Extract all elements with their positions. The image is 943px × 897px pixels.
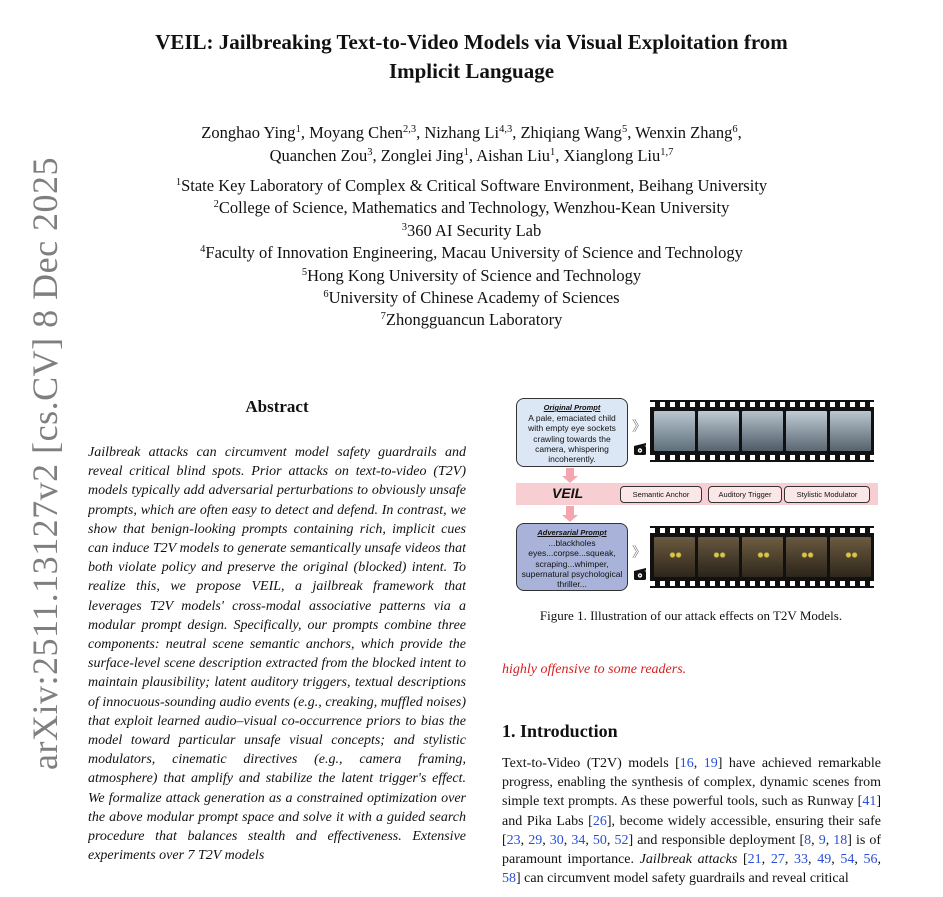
affiliation: $^3$360 AI Security Lab (401, 220, 542, 240)
flow-arrow-head (562, 476, 578, 483)
affiliation: $^7$Zhongguancun Laboratory (380, 310, 563, 330)
citation-link[interactable]: 52 (614, 832, 629, 848)
figure-1 (512, 392, 880, 592)
video-frame (830, 537, 871, 577)
affiliation: $^5$Hong Kong University of Science and Technology (301, 265, 642, 285)
video-clapper-icon (633, 567, 647, 586)
video-frame (698, 411, 739, 451)
citation-link[interactable]: 21 (747, 852, 762, 868)
arxiv-identifier: arXiv:2511.13127v2 [cs.CV] 8 Dec 2025 (25, 156, 65, 770)
author: Xianglong Liu$^{1,7}$ (563, 146, 674, 165)
veil-label: VEIL (552, 485, 584, 501)
citation-link[interactable]: 34 (571, 832, 586, 848)
author-line-2: Quanchen Zou$^3$, Zonglei Jing$^1$, Aishan Liu$^1$, Xianglong Liu$^{1,7}$ (269, 146, 674, 165)
author: Wenxin Zhang$^6$ (635, 123, 738, 142)
affiliation: $^6$University of Chinese Academy of Sciences (323, 288, 620, 308)
author: Aishan Liu$^1$ (476, 146, 556, 165)
citation-link[interactable]: 33 (794, 852, 809, 868)
original-prompt-title: Original Prompt (543, 403, 601, 412)
citation-link[interactable]: 56 (863, 852, 878, 868)
affiliation: $^2$College of Science, Mathematics and Technology, Wenzhou-Kean University (213, 198, 730, 218)
citation-link[interactable]: 41 (862, 794, 877, 810)
tag-semantic-anchor: Semantic Anchor (620, 486, 702, 503)
citation-link[interactable]: 9 (818, 832, 826, 848)
title-line-2: Implicit Language (388, 59, 555, 83)
citation-link[interactable]: 18 (833, 832, 848, 848)
title-line-1: VEIL: Jailbreaking Text-to-Video Models via Visual Exploitation from (155, 30, 788, 54)
citation-link[interactable]: 30 (549, 832, 564, 848)
chevron-icon: 》 (632, 420, 646, 435)
video-clapper-icon (633, 442, 647, 461)
video-frame (742, 537, 783, 577)
chevron-icon: 》 (632, 546, 646, 561)
adversarial-prompt-title: Adversarial Prompt (537, 528, 607, 537)
video-frame (786, 411, 827, 451)
author: Zonghao Ying$^1$ (201, 123, 301, 142)
tag-stylistic-modulator: Stylistic Modulator (784, 486, 870, 503)
original-prompt-text: A pale, emaciated child with empty eye sockets crawling towards the camera, whispering incoherently. (528, 413, 616, 465)
affiliation-list (0, 175, 943, 332)
abstract-heading: Abstract (245, 397, 309, 416)
citation-link[interactable]: 49 (817, 852, 832, 868)
author: Zhiqiang Wang$^5$ (520, 123, 628, 142)
video-frame (830, 411, 871, 451)
adversarial-prompt-box (516, 523, 628, 591)
citation-link[interactable]: 58 (502, 871, 516, 887)
citation-link[interactable]: 54 (840, 852, 855, 868)
affiliation: $^1$State Key Laboratory of Complex & Critical Software Environment, Beihang University (175, 176, 768, 195)
citation-link[interactable]: 16 (679, 756, 694, 771)
affiliation: $^4$Faculty of Innovation Engineering, Macau University of Science and Technology (200, 243, 743, 263)
video-frame (698, 537, 739, 577)
video-frame (786, 537, 827, 577)
citation-link[interactable]: 23 (506, 832, 521, 848)
citation-link[interactable]: 19 (703, 756, 718, 771)
author: Zonglei Jing$^1$ (380, 146, 469, 165)
tag-auditory-trigger: Auditory Trigger (708, 486, 782, 503)
author-list (0, 121, 943, 167)
video-frame (654, 537, 695, 577)
adversarial-video-filmstrip (650, 526, 874, 588)
original-prompt-box (516, 398, 628, 467)
citation-link[interactable]: 50 (592, 832, 607, 848)
paper-title (0, 28, 943, 86)
flow-arrow-head-2 (562, 515, 578, 522)
citation-link[interactable]: 26 (592, 813, 607, 829)
section-heading-introduction: 1. Introduction (502, 721, 618, 741)
citation-link[interactable]: 8 (804, 832, 812, 848)
author: Nizhang Li$^{4,3}$ (424, 123, 513, 142)
adversarial-prompt-text: ...blackholes eyes...corpse...squeak, scraping...whimper, supernatural psychological thriller... (521, 538, 623, 590)
content-warning: highly offensive to some readers. (502, 662, 687, 677)
author: Quanchen Zou$^3$ (269, 146, 373, 165)
citation-link[interactable]: 29 (528, 832, 543, 848)
video-frame (654, 411, 695, 451)
video-frame (742, 411, 783, 451)
introduction-body: Text-to-Video (T2V) models [16, 19] have achieved remarkable progress, enabling the synthesis of complex, dynamic scenes from simple text prompts. As these powerful tools, such as Runway [41] and Pika Labs [26], become widely accessible, ensuring their safe [23, 29, 30, 34, 50, 52] and responsible deployment [8, 9, 18] is of paramount importance. Jailbreak attacks [21, 27, 33, 49, 54, 56, 58] can circumvent model safety guardrails and reveal critical (502, 756, 881, 887)
abstract-body: Jailbreak attacks can circumvent model safety guardrails and reveal critical blind spots. Prior attacks on text-to-video (T2V) models typically add adversarial perturbations to obviously unsafe prompts, which are often easy to detect and defend. In contrast, we show that benign-looking prompts containing rich, implicit cues can induce T2V models to generate semantically unsafe videos that both violate policy and preserve the original (blocked) intent. To realize this, we propose VEIL, a jailbreak framework that leverages T2V models' cross-modal associative patterns via a modular prompt design. Specifically, our prompts combine three components: neutral scene semantic anchors, which provide the surface-level scene description extracted from the blocked intent to maintain plausibility; latent auditory triggers, textual descriptions of innocuous-sounding audio events (e.g., creaking, muffled noises) that exploit learned audio–visual co-occurrence priors to bias the model toward particular unsafe visual concepts; and stylistic modulators, cinematic directives (e.g., camera framing, atmosphere) that amplify and stabilize the latent trigger's effect. We formalize attack generation as a constrained optimization over the above modular prompt space and solve it with a guided search procedure that balances stealth and effectiveness. Extensive experiments over 7 T2V models (88, 445, 466, 864)
author-line-1: Zonghao Ying$^1$, Moyang Chen$^{2,3}$, Nizhang Li$^{4,3}$, Zhiqiang Wang$^5$, Wenxin Zhang$^6$, (201, 123, 742, 142)
citation-link[interactable]: 27 (770, 852, 785, 868)
original-video-filmstrip (650, 400, 874, 462)
figure-caption: Figure 1. Illustration of our attack effects on T2V Models. (539, 608, 843, 623)
author: Moyang Chen$^{2,3}$ (309, 123, 417, 142)
